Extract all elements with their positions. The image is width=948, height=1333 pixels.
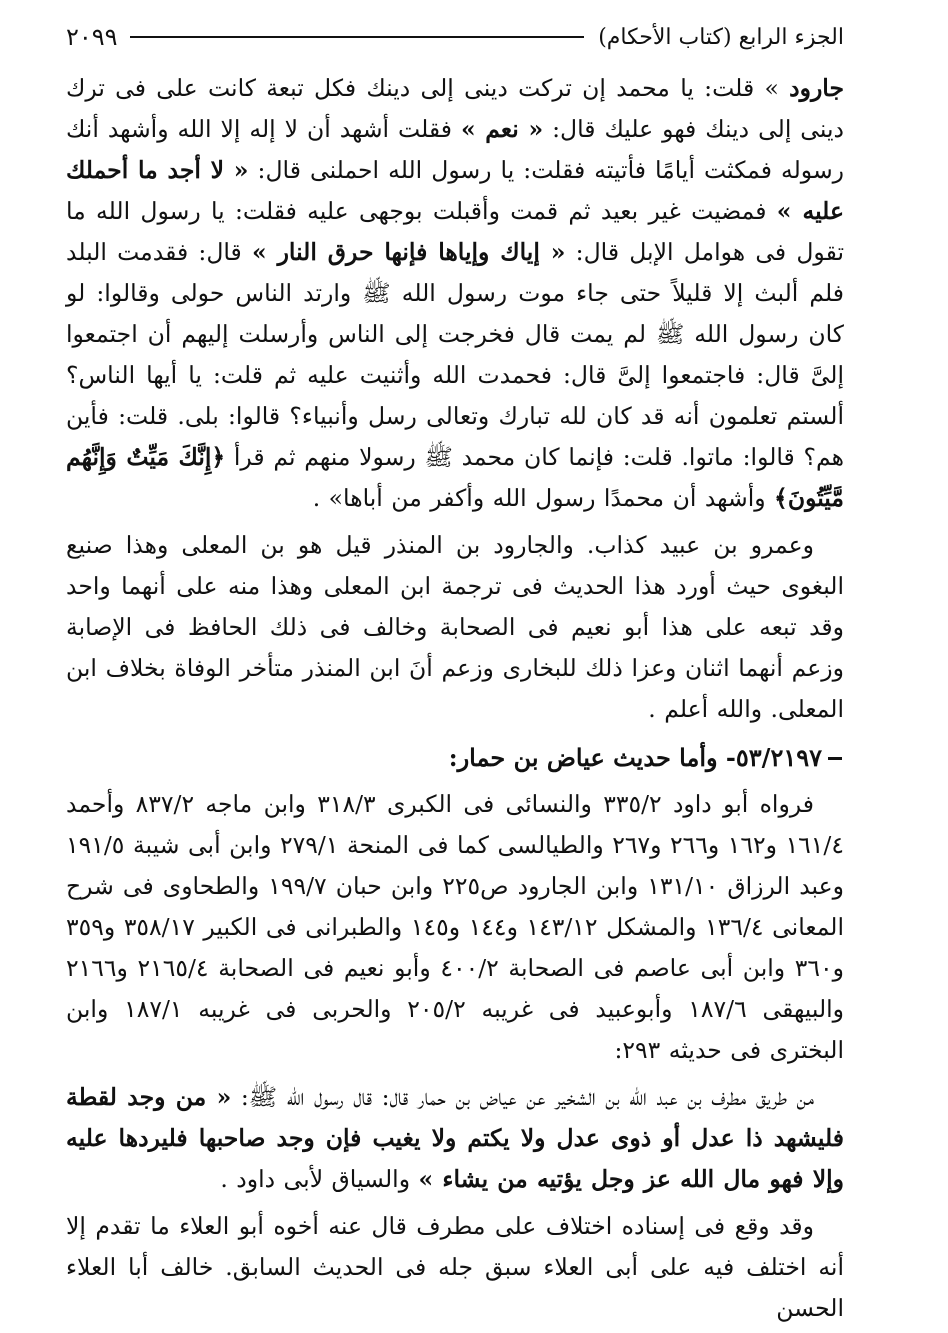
text-segment: والسياق لأبى داود .: [220, 1165, 419, 1193]
hadith-continuation-paragraph: [66, 68, 844, 519]
page-number: ٢٠٩٩: [66, 23, 118, 51]
commentary-paragraph: وعمرو بن عبيد كذاب. والجارود بن المنذر قيل هو بن المعلى وهذا صنيع البغوى حيث أورد هذا الحديث فى ترجمة ابن المعلى وهذا منه على أنهما واحد وقد تبعه على هذا أبو نعيم فى الصحابة وخالف فى ذلك الحافظ فى الإصابة وزعم أنهما اثنان وعزا ذلك للبخارى وزعم أنَ ابن المنذر متأخر الوفاة بخلاف ابن المعلى. والله أعلم .: [66, 531, 844, 723]
heading-dash: [828, 757, 842, 760]
takhrij-paragraph: فرواه أبو داود ٣٣٥/٢ والنسائى فى الكبرى ٣١٨/٣ وابن ماجه ٨٣٧/٢ وأحمد ١٦١/٤ و١٦٢ و٢٦٦ و٢٦٧ والطيالسى كما فى المنحة ٢٧٩/١ وابن أبى شيبة ١٩١/٥ وعبد الرزاق ١٣١/١٠ وابن الجارود ص٢٢٥ وابن حبان ١٩٩/٧ والطحاوى فى شرح المعانى ١٣٦/٤ والمشكل ١٤٣/١٢ و١٤٤ و١٤٥ والطبرانى فى الكبير ٣٥٨/١٧ و٣٥٩ و٣٦٠ وابن أبى عاصم فى الصحابة ٤٠٠/٢ وأبو نعيم فى الصحابة ٢١٦٥/٤ و٢١٦٦ والبيهقى ١٨٧/٦ وأبوعبيد فى غريبه ٢٠٥/٢ والحربى فى غريبه ١٨٧/١ وابن البخترى فى حديثه ٢٩٣:: [66, 790, 845, 1064]
isnad-discussion-paragraph: وقد وقع فى إسناده اختلاف على مطرف قال عنه أخوه أبو العلاء ما تقدم إلا أنه اختلف فيه على أبى العلاء سبق جله فى الحديث السابق. خالف أبا العلاء الحسن: [66, 1212, 844, 1322]
text-segment: قال: فقدمت البلد فلم ألبث إلا قليلاً حتى جاء موت رسول الله ﷺ وارتد الناس حولى وقالوا: لو كان رسول الله ﷺ لم يمت قال فخرجت إلى الناس وأرسلت إليهم أن اجتمعوا إلىَّ قال: فاجتمعوا إلىَّ قال: فحمدت الله وأثنيت عليه ثم قلت: يا أيها الناس؟ ألستم تعلمون أنه قد كان لله تبارك وتعالى رسل وأنبياء؟ قالوا: بلى. قلت: فأين هم؟ قالوا: ماتوا. قلت: فإنما كان محمد ﷺ رسولا منهم ثم قرأ: [66, 238, 844, 471]
quran-verse: ﴿إِنَّكَ مَيِّتٌ وَإِنَّهُم مَّيِّتُونَ﴾: [66, 443, 844, 512]
quoted-saying: « إياك وإياها فإنها حرق النار »: [251, 238, 566, 266]
header-rule: [130, 36, 585, 38]
quoted-saying: « من وجد لقطة فليشهد ذا عدل أو ذوى عدل ولا يكتم ولا يغيب فإن وجد صاحبها فليردها عليه وإلا فهو مال الله عز وجل يؤتيه من يشاء »: [66, 1083, 844, 1193]
running-header-title: الجزء الرابع (كتاب الأحكام): [598, 24, 844, 50]
text-segment: جارود: [789, 74, 844, 102]
page-body: [66, 68, 844, 1329]
text-segment: من طريق مطرف بن عبد الله بن الشخير عن عياض بن حمار قال: قال رسول الله ﷺ:: [231, 1083, 815, 1111]
quoted-saying: « نعم »: [460, 115, 544, 143]
quoted-saying: « لا أجد ما أحملك عليه »: [66, 156, 844, 225]
section-heading-text: ٥٣/٢١٩٧- وأما حديث عياض بن حمار:: [448, 743, 822, 772]
hadith-text-paragraph: [66, 1077, 844, 1200]
section-heading: [66, 738, 844, 778]
page-header: [66, 14, 844, 60]
text-segment: وأشهد أن محمدًا رسول الله وأكفر من أباها» .: [312, 484, 775, 512]
text-segment: » قلت: يا محمد إن تركت دينى إلى دينك فكل تبعة كانت على فى ترك دينى إلى دينك فهو عليك قال:: [66, 74, 844, 143]
text-segment: فمضيت غير بعيد ثم قمت وأقبلت بوجهى عليه فقلت: يا رسول الله ما تقول فى هوامل الإبل قال:: [66, 197, 844, 266]
text-segment: فقلت أشهد أن لا إله إلا الله وأشهد أنك رسوله فمكثت أيامًا فأتيته فقلت: يا رسول الله احملنى قال:: [66, 115, 844, 184]
